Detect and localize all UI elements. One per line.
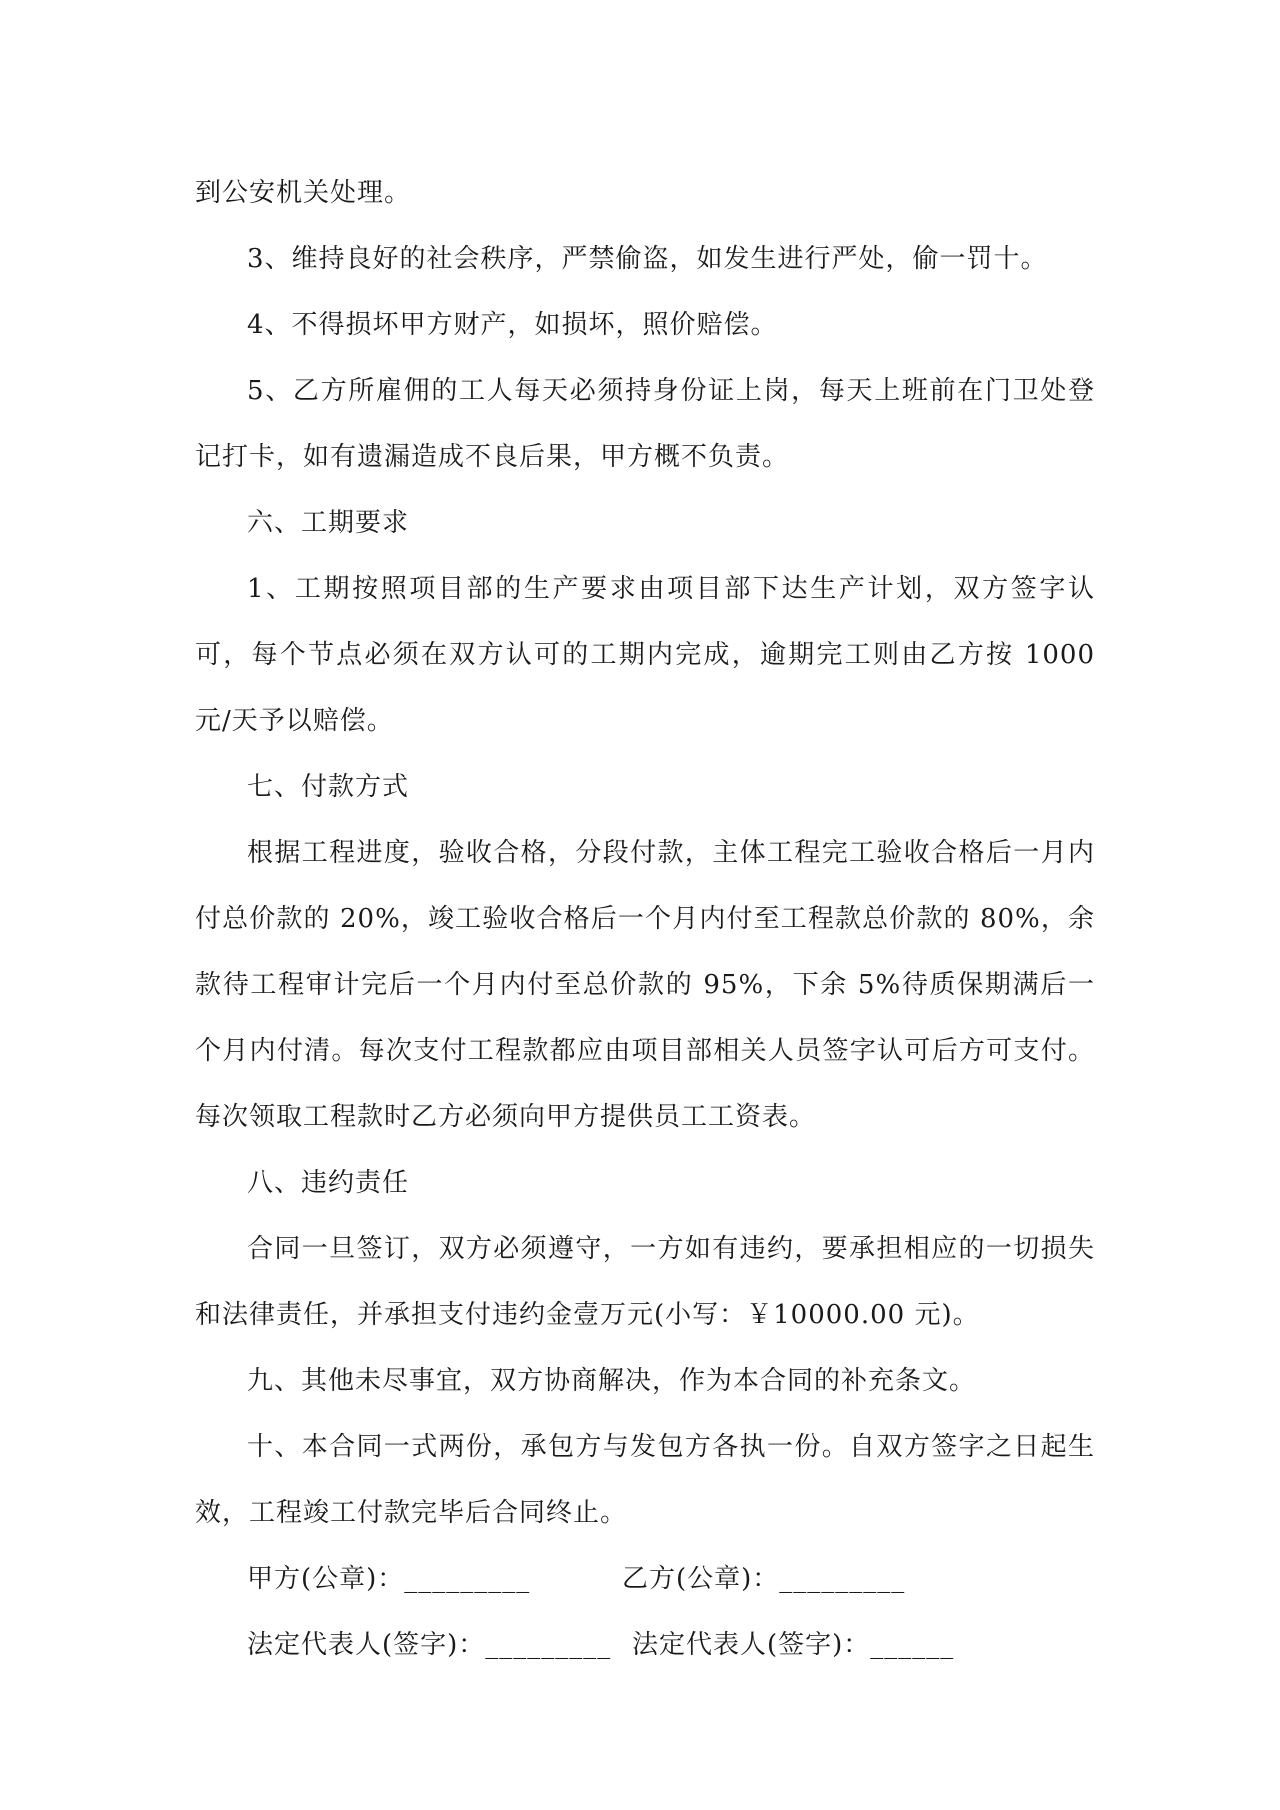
paragraph-copies: 十、本合同一式两份，承包方与发包方各执一份。自双方签字之日起生效，工程竣工付款完毕后合同终止。 xyxy=(195,1432,1095,1528)
party-a-seal-field: 甲方(公章)：_________ xyxy=(247,1564,531,1594)
signature-row-seal xyxy=(195,1546,1095,1612)
party-b-seal-field: 乙方(公章)：_________ xyxy=(622,1564,906,1594)
party-a-representative-field: 法定代表人(签字)：_________ xyxy=(247,1630,612,1660)
paragraph-breach: 合同一旦签订，双方必须遵守，一方如有违约，要承担相应的一切损失和法律责任，并承担支付违约金壹万元(小写：￥10000.00 元)。 xyxy=(195,1234,1095,1330)
paragraph-rule-3: 3、维持良好的社会秩序，严禁偷盗，如发生进行严处，偷一罚十。 xyxy=(247,244,1048,274)
section-heading-schedule: 六、工期要求 xyxy=(247,508,410,538)
party-b-representative-field: 法定代表人(签字)：______ xyxy=(632,1630,955,1660)
paragraph-continuation: 到公安机关处理。 xyxy=(195,178,412,208)
signature-row-representative xyxy=(195,1612,1095,1678)
paragraph-schedule-1: 1、工期按照项目部的生产要求由项目部下达生产计划，双方签字认可，每个节点必须在双方认可的工期内完成，逾期完工则由乙方按 1000 元/天予以赔偿。 xyxy=(195,574,1095,736)
paragraph-other-matters: 九、其他未尽事宜，双方协商解决，作为本合同的补充条文。 xyxy=(247,1366,977,1396)
section-heading-breach: 八、违约责任 xyxy=(247,1168,410,1198)
paragraph-payment: 根据工程进度，验收合格，分段付款，主体工程完工验收合格后一月内付总价款的 20%，竣工验收合格后一个月内付至工程款总价款的 80%，余款待工程审计完后一个月内付至总价款的 95%，下余 5%待质保期满后一个月内付清。每次支付工程款都应由项目部相关人员签字认可后方可支付。每次领取工程款时乙方必须向甲方提供员工工资表。 xyxy=(195,838,1095,1132)
paragraph-rule-4: 4、不得损坏甲方财产，如损坏，照价赔偿。 xyxy=(247,310,778,340)
document-body xyxy=(195,160,1095,1678)
paragraph-rule-5: 5、乙方所雇佣的工人每天必须持身份证上岗，每天上班前在门卫处登记打卡，如有遗漏造成不良后果，甲方概不负责。 xyxy=(195,376,1095,472)
section-heading-payment: 七、付款方式 xyxy=(247,772,410,802)
